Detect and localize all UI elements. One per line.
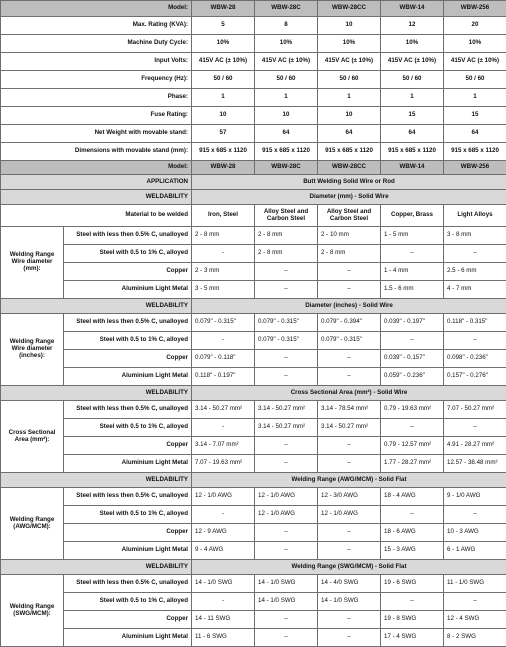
section-title: Welding Range (SWG/MCM) - Solid Flat <box>192 560 506 575</box>
spec-value: 10% <box>318 35 381 53</box>
table-row <box>1 332 506 350</box>
row-value: – <box>255 524 318 542</box>
row-value: 0.79 - 12.57 mm² <box>381 437 444 455</box>
row-value: 0.157" - 0.276" <box>444 368 506 386</box>
table-row <box>1 314 506 332</box>
spec-value: 20 <box>444 17 506 35</box>
table-row <box>1 611 506 629</box>
section-title: Diameter (inches) - Solid Wire <box>192 299 506 314</box>
table-row <box>1 575 506 593</box>
spec-label: Phase: <box>1 89 192 107</box>
table-row <box>1 455 506 473</box>
row-value: 6 - 1 AWG <box>444 542 506 560</box>
spec-value: 10% <box>192 35 255 53</box>
application-row <box>1 175 506 190</box>
row-label: Steel with 0.5 to 1% C, alloyed <box>64 506 192 524</box>
spec-value: 50 / 60 <box>255 71 318 89</box>
row-value: 7.07 - 19.63 mm² <box>192 455 255 473</box>
row-value: 12 - 1/0 AWG <box>255 506 318 524</box>
spec-value: 915 x 685 x 1120 <box>444 143 506 161</box>
row-value: 12 - 1/0 AWG <box>255 488 318 506</box>
row-value: 2 - 8 mm <box>318 245 381 263</box>
row-value: 2 - 8 mm <box>192 227 255 245</box>
spec-label: Frequency (Hz): <box>1 71 192 89</box>
row-value: 9 - 4 AWG <box>192 542 255 560</box>
row-value: 1.77 - 28.27 mm² <box>381 455 444 473</box>
spec-label: Fuse Rating: <box>1 107 192 125</box>
row-value: – <box>318 629 381 647</box>
row-label: Aluminium Light Metal <box>64 629 192 647</box>
spec-value: 50 / 60 <box>192 71 255 89</box>
table-row <box>1 350 506 368</box>
row-value: 0.118" - 0.197" <box>192 368 255 386</box>
row-label: Copper <box>64 263 192 281</box>
spec-row <box>1 35 506 53</box>
row-value: 3 - 8 mm <box>444 227 506 245</box>
spec-value: 10 <box>192 107 255 125</box>
group-label: Welding Range Wire diameter (inches): <box>1 314 64 386</box>
spec-value: 8 <box>255 17 318 35</box>
spec-row <box>1 125 506 143</box>
material-value: Iron, Steel <box>192 205 255 227</box>
model-name: WBW-14 <box>381 1 444 17</box>
spec-value: 915 x 685 x 1120 <box>255 143 318 161</box>
row-label: Steel with less then 0.5% C, unalloyed <box>64 227 192 245</box>
row-value: 2 - 10 mm <box>318 227 381 245</box>
row-label: Copper <box>64 611 192 629</box>
spec-value: 50 / 60 <box>381 71 444 89</box>
row-label: Steel with 0.5 to 1% C, alloyed <box>64 245 192 263</box>
row-value: 0.079" - 0.315" <box>192 314 255 332</box>
row-label: Aluminium Light Metal <box>64 281 192 299</box>
spec-value: 57 <box>192 125 255 143</box>
section-title: Welding Range (AWG/MCM) - Solid Flat <box>192 473 506 488</box>
spec-value: 12 <box>381 17 444 35</box>
row-value: – <box>444 245 506 263</box>
row-value: 18 - 4 AWG <box>381 488 444 506</box>
row-value: – <box>444 593 506 611</box>
row-value: 11 - 6 SWG <box>192 629 255 647</box>
row-value: 14 - 1/0 SWG <box>255 593 318 611</box>
spec-row <box>1 17 506 35</box>
application-value: Butt Welding Solid Wire or Rod <box>192 175 506 190</box>
row-value: - <box>192 506 255 524</box>
spec-value: 64 <box>381 125 444 143</box>
row-value: – <box>381 419 444 437</box>
row-value: 14 - 11 SWG <box>192 611 255 629</box>
spec-value: 415V AC (± 10%) <box>381 53 444 71</box>
row-value: - <box>192 593 255 611</box>
material-row <box>1 205 506 227</box>
spec-value: 64 <box>318 125 381 143</box>
spec-label: Dimensions with movable stand (mm): <box>1 143 192 161</box>
row-value: 0.079" - 0.118" <box>192 350 255 368</box>
row-value: – <box>381 593 444 611</box>
row-value: – <box>444 506 506 524</box>
spec-value: 50 / 60 <box>444 71 506 89</box>
section-title: Cross Sectional Area (mm²) - Solid Wire <box>192 386 506 401</box>
application-label: APPLICATION <box>1 175 192 190</box>
row-value: - <box>192 419 255 437</box>
row-label: Aluminium Light Metal <box>64 542 192 560</box>
weldability-row <box>1 560 506 575</box>
row-value: 0.039" - 0.157" <box>381 350 444 368</box>
spec-label: Max. Rating (KVA): <box>1 17 192 35</box>
row-value: 0.118" - 0.315" <box>444 314 506 332</box>
spec-row <box>1 143 506 161</box>
row-label: Steel with less then 0.5% C, unalloyed <box>64 488 192 506</box>
model-header-label: Model: <box>1 161 192 175</box>
spec-row <box>1 107 506 125</box>
weldability-label: WELDABILITY <box>1 299 192 314</box>
row-value: 11 - 1/0 SWG <box>444 575 506 593</box>
row-value: – <box>255 437 318 455</box>
row-value: – <box>255 263 318 281</box>
model-name: WBW-256 <box>444 1 506 17</box>
material-label: Material to be welded <box>1 205 192 227</box>
model-name: WBW-28 <box>192 1 255 17</box>
row-value: 2.5 - 6 mm <box>444 263 506 281</box>
row-value: 0.098" - 0.236" <box>444 350 506 368</box>
spec-value: 1 <box>192 89 255 107</box>
spec-value: 10% <box>255 35 318 53</box>
row-value: 3.14 - 7.07 mm² <box>192 437 255 455</box>
row-label: Steel with less then 0.5% C, unalloyed <box>64 314 192 332</box>
material-value: Alloy Steel and Carbon Steel <box>255 205 318 227</box>
model-name: WBW-256 <box>444 161 506 175</box>
row-value: – <box>318 455 381 473</box>
material-value: Copper, Brass <box>381 205 444 227</box>
spec-value: 415V AC (± 10%) <box>255 53 318 71</box>
row-value: – <box>381 506 444 524</box>
table-row <box>1 506 506 524</box>
spec-row <box>1 71 506 89</box>
row-value: 3.14 - 50.27 mm² <box>318 419 381 437</box>
row-value: 1.5 - 6 mm <box>381 281 444 299</box>
row-value: 2 - 8 mm <box>255 245 318 263</box>
row-value: – <box>381 245 444 263</box>
row-label: Steel with 0.5 to 1% C, alloyed <box>64 593 192 611</box>
spec-value: 1 <box>444 89 506 107</box>
group-label: Cross Sectional Area (mm²): <box>1 401 64 473</box>
model-header-row <box>1 161 506 175</box>
table-row <box>1 437 506 455</box>
row-value: 0.079" - 0.315" <box>255 332 318 350</box>
row-value: 0.039" - 0.197" <box>381 314 444 332</box>
weldability-row <box>1 190 506 205</box>
spec-value: 15 <box>444 107 506 125</box>
row-value: – <box>318 524 381 542</box>
material-value: Alloy Steel and Carbon Steel <box>318 205 381 227</box>
row-value: 0.079" - 0.315" <box>255 314 318 332</box>
weldability-row <box>1 299 506 314</box>
table-row <box>1 524 506 542</box>
row-label: Steel with less then 0.5% C, unalloyed <box>64 401 192 419</box>
spec-value: 64 <box>444 125 506 143</box>
spec-value: 1 <box>255 89 318 107</box>
row-value: 3 - 5 mm <box>192 281 255 299</box>
section-title: Diameter (mm) - Solid Wire <box>192 190 506 205</box>
group-label: Welding Range (SWG/MCM): <box>1 575 64 647</box>
spec-header-label: Model: <box>1 1 192 17</box>
row-value: 1 - 5 mm <box>381 227 444 245</box>
row-value: 9 - 1/0 AWG <box>444 488 506 506</box>
group-label: Welding Range Wire diameter (mm): <box>1 227 64 299</box>
row-value: – <box>318 368 381 386</box>
row-value: 17 - 4 SWG <box>381 629 444 647</box>
row-value: 0.059" - 0.236" <box>381 368 444 386</box>
row-value: 4.91 - 28.27 mm² <box>444 437 506 455</box>
row-value: 8 - 2 SWG <box>444 629 506 647</box>
row-value: 12 - 1/0 AWG <box>318 506 381 524</box>
spec-value: 1 <box>381 89 444 107</box>
row-value: 14 - 1/0 SWG <box>255 575 318 593</box>
row-value: 12 - 9 AWG <box>192 524 255 542</box>
weldability-row <box>1 473 506 488</box>
spec-label: Machine Duty Cycle: <box>1 35 192 53</box>
table-row <box>1 368 506 386</box>
row-value: 14 - 4/0 SWG <box>318 575 381 593</box>
spec-value: 15 <box>381 107 444 125</box>
spec-row <box>1 53 506 71</box>
row-value: 2 - 8 mm <box>255 227 318 245</box>
model-name: WBW-28C <box>255 1 318 17</box>
row-value: – <box>255 611 318 629</box>
row-value: 3.14 - 50.27 mm² <box>255 401 318 419</box>
group-label: Welding Range (AWG/MCM): <box>1 488 64 560</box>
row-label: Aluminium Light Metal <box>64 455 192 473</box>
spec-value: 415V AC (± 10%) <box>192 53 255 71</box>
row-value: – <box>255 281 318 299</box>
spec-value: 1 <box>318 89 381 107</box>
model-name: WBW-28 <box>192 161 255 175</box>
row-value: – <box>255 350 318 368</box>
row-value: – <box>318 263 381 281</box>
row-value: 19 - 8 SWG <box>381 611 444 629</box>
spec-value: 915 x 685 x 1120 <box>318 143 381 161</box>
row-label: Copper <box>64 350 192 368</box>
table-row <box>1 263 506 281</box>
table-row <box>1 629 506 647</box>
row-value: 0.079" - 0.394" <box>318 314 381 332</box>
row-value: 12.57 - 38.48 mm² <box>444 455 506 473</box>
row-value: 3.14 - 78.54 mm² <box>318 401 381 419</box>
spec-value: 10 <box>255 107 318 125</box>
row-value: 10 - 3 AWG <box>444 524 506 542</box>
row-value: – <box>255 455 318 473</box>
row-value: – <box>444 332 506 350</box>
spec-value: 64 <box>255 125 318 143</box>
table-row <box>1 419 506 437</box>
weldability-label: WELDABILITY <box>1 190 192 205</box>
row-value: 3.14 - 50.27 mm² <box>255 419 318 437</box>
row-value: – <box>318 437 381 455</box>
row-value: – <box>255 629 318 647</box>
row-value: - <box>192 245 255 263</box>
spec-value: 50 / 60 <box>318 71 381 89</box>
row-value: 7.07 - 50.27 mm² <box>444 401 506 419</box>
row-label: Steel with 0.5 to 1% C, alloyed <box>64 419 192 437</box>
row-value: 4 - 7 mm <box>444 281 506 299</box>
spec-row <box>1 89 506 107</box>
row-label: Copper <box>64 437 192 455</box>
spec-value: 10% <box>444 35 506 53</box>
spec-value: 415V AC (± 10%) <box>444 53 506 71</box>
row-value: – <box>255 368 318 386</box>
row-label: Steel with less then 0.5% C, unalloyed <box>64 575 192 593</box>
row-value: – <box>318 542 381 560</box>
weldability-label: WELDABILITY <box>1 386 192 401</box>
table-row <box>1 245 506 263</box>
spec-label: Input Volts: <box>1 53 192 71</box>
spec-value: 10% <box>381 35 444 53</box>
row-value: – <box>318 281 381 299</box>
row-value: - <box>192 332 255 350</box>
row-value: – <box>318 611 381 629</box>
row-value: 0.079" - 0.315" <box>318 332 381 350</box>
row-value: 12 - 3/0 AWG <box>318 488 381 506</box>
row-label: Steel with 0.5 to 1% C, alloyed <box>64 332 192 350</box>
weldability-label: WELDABILITY <box>1 560 192 575</box>
table-row <box>1 227 506 245</box>
row-value: 12 - 4 SWG <box>444 611 506 629</box>
row-value: 19 - 6 SWG <box>381 575 444 593</box>
model-name: WBW-28CC <box>318 1 381 17</box>
table-row <box>1 488 506 506</box>
row-value: – <box>255 542 318 560</box>
row-value: 3.14 - 50.27 mm² <box>192 401 255 419</box>
weldability-row <box>1 386 506 401</box>
table-row <box>1 401 506 419</box>
row-value: 14 - 1/0 SWG <box>318 593 381 611</box>
row-value: 15 - 3 AWG <box>381 542 444 560</box>
table-row <box>1 593 506 611</box>
row-value: 0.79 - 19.63 mm² <box>381 401 444 419</box>
row-value: 2 - 3 mm <box>192 263 255 281</box>
spec-value: 915 x 685 x 1120 <box>192 143 255 161</box>
spec-label: Net Weight with movable stand: <box>1 125 192 143</box>
spec-value: 5 <box>192 17 255 35</box>
spec-value: 10 <box>318 17 381 35</box>
spec-value: 415V AC (± 10%) <box>318 53 381 71</box>
model-name: WBW-14 <box>381 161 444 175</box>
weldability-label: WELDABILITY <box>1 473 192 488</box>
spec-value: 915 x 685 x 1120 <box>381 143 444 161</box>
model-name: WBW-28CC <box>318 161 381 175</box>
table-row <box>1 542 506 560</box>
table-row <box>1 281 506 299</box>
row-value: 18 - 6 AWG <box>381 524 444 542</box>
material-value: Light Alloys <box>444 205 506 227</box>
model-name: WBW-28C <box>255 161 318 175</box>
row-value: – <box>381 332 444 350</box>
spec-header-row <box>1 1 506 17</box>
row-label: Aluminium Light Metal <box>64 368 192 386</box>
row-value: 12 - 1/0 AWG <box>192 488 255 506</box>
row-value: 14 - 1/0 SWG <box>192 575 255 593</box>
row-value: 1 - 4 mm <box>381 263 444 281</box>
spec-value: 10 <box>318 107 381 125</box>
row-value: – <box>318 350 381 368</box>
row-value: – <box>444 419 506 437</box>
row-label: Copper <box>64 524 192 542</box>
